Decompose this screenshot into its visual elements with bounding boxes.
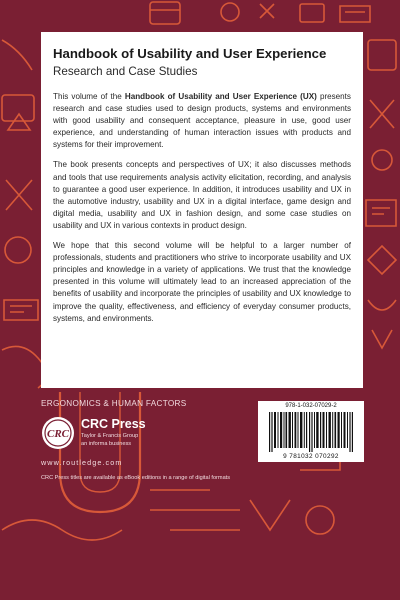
para1-bold-title: Handbook of Usability and User Experience (UX) xyxy=(124,92,317,101)
chevron-down-outline xyxy=(250,500,290,530)
chevron-icon xyxy=(372,330,392,348)
circle-icon xyxy=(221,3,239,21)
description-panel xyxy=(41,32,363,388)
publisher-website: www.routledge.com xyxy=(41,458,123,467)
publisher-name: CRC Press xyxy=(81,417,146,431)
barcode-box xyxy=(258,401,364,462)
window-icon xyxy=(150,2,180,24)
svg-text:CRC: CRC xyxy=(46,428,70,440)
card-icon xyxy=(300,4,324,22)
curve-line xyxy=(2,40,32,70)
description-paragraph-3: We hope that this second volume will be helpful to a larger number of professionals, students and practitioners who strive to incorporate usability and UX principles and knowledge in a variety of applications. We trust that the knowledge presented in this volume will ultimately lead to an increased appreciation of the benefits of usability and incorporate the principles of usability and UX knowledge to improve the quality, effectiveness, and efficiency of everyday consumer products, systems, and environments. xyxy=(53,241,351,323)
publisher-group: Taylor & Francis Group xyxy=(81,433,139,439)
publisher-block xyxy=(41,416,241,476)
x-mark-icon xyxy=(260,4,274,18)
barcode-icon xyxy=(269,412,353,452)
book-title: Handbook of Usability and User Experience xyxy=(53,46,327,61)
x-letter-icon-right xyxy=(370,100,394,128)
book-subtitle: Research and Case Studies xyxy=(53,65,198,78)
x-letter-icon xyxy=(6,180,32,210)
crc-logo-icon xyxy=(41,416,75,450)
gear-icon xyxy=(372,150,392,170)
publisher-parent: an informa business xyxy=(81,441,132,447)
para1-text-a: This volume of the xyxy=(53,92,125,101)
description-paragraph-1 xyxy=(53,91,351,151)
ebook-notice: CRC Press titles are available as eBook editions in a range of digital formats xyxy=(41,475,231,481)
document-icon xyxy=(4,300,38,320)
horizontal-lines xyxy=(150,490,240,530)
triangle-icon xyxy=(8,114,30,130)
phone-icon xyxy=(368,40,396,70)
para1-text-b: presents research and case studies used to design products, systems and environments with good usability and consequent acceptance, pleasure in use, good user experience, and understanding of human interaction issues with products and systems for their improvement. xyxy=(53,92,351,150)
diamond-icon xyxy=(368,246,396,274)
isbn-number: 978-1-032-07029-2 xyxy=(285,403,337,409)
barcode-digits: 9 781032 070292 xyxy=(283,453,339,460)
series-label: ERGONOMICS & HUMAN FACTORS xyxy=(41,399,187,408)
tablet-icon xyxy=(2,95,34,121)
circle-outline xyxy=(306,506,334,534)
description-paragraph-2: The book presents concepts and perspectives of UX; it also discusses methods and tools that use requirements analysis activity elicitation, recording, and analysis to guarantee a good user experience. In addition, it introduces usability and UX in the automotive industry, usability and UX in a digital interface, game design and digital media, usability and UX in fashion design, and some case studies on usability and UX in various contexts in product design. xyxy=(53,160,351,230)
